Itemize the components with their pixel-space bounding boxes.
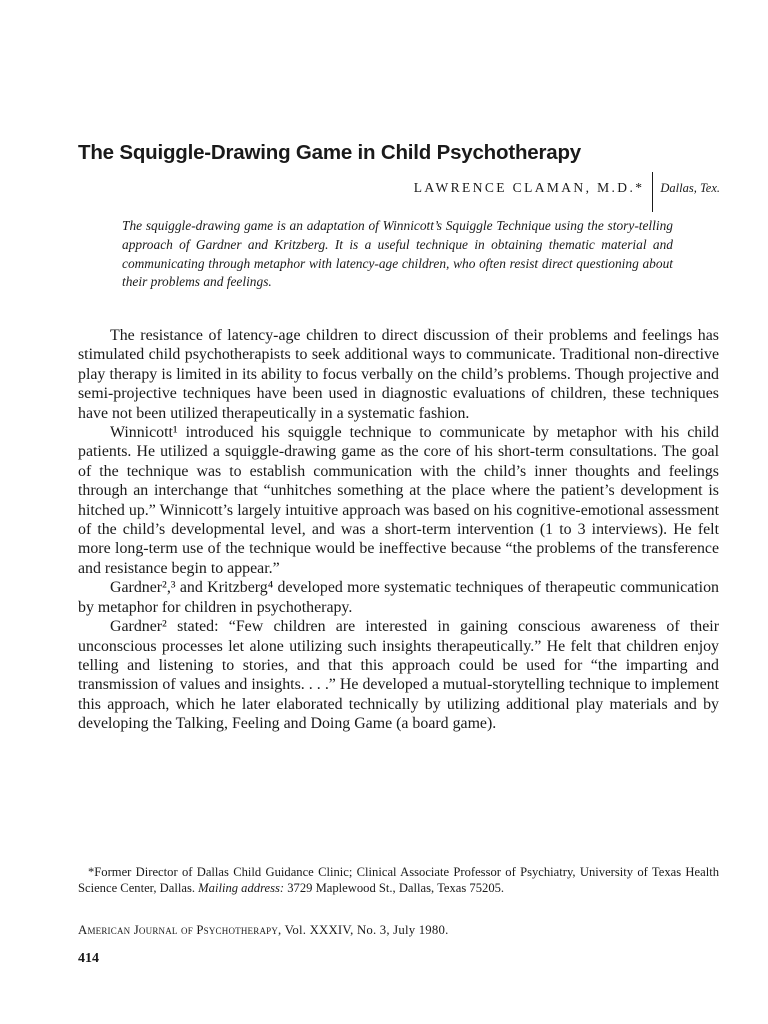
author-name: LAWRENCE CLAMAN, M.D.* xyxy=(413,180,645,195)
body-paragraph: Gardner² stated: “Few children are interested in gaining conscious awareness of their unconscious processes let alone utilizing such insights therapeutically.” He felt that children enjoy telling and listening to stories, and that this approach could be used for “the imparting and transmission of values and insights. . . .” He developed a mutual-storytelling technique to implement this approach, which he later elaborated technically by utilizing additional play materials and by developing the Talking, Feeling and Doing Game (a board game). xyxy=(78,618,719,733)
footnote-address-label: Mailing address: xyxy=(198,881,285,896)
byline xyxy=(300,178,720,212)
author-location: Dallas, Tex. xyxy=(660,181,720,195)
footnote-address: 3729 Maplewood St., Dallas, Texas 75205. xyxy=(287,881,505,896)
body-paragraph: The resistance of latency-age children to direct discussion of their problems and feelings has stimulated child psychotherapists to seek additional ways to communicate. Traditional non-directive play therapy is limited in its ability to focus verbally on the child’s problems. Though projective and semi-projective techniques have been used in diagnostic evaluations of children, these techniques have not been utilized therapeutically in a systematic fashion. xyxy=(78,327,719,422)
abstract: The squiggle-drawing game is an adaptation of Winnicott’s Squiggle Technique using the story-telling approach of Gardner and Kritzberg. It is a useful technique in obtaining thematic material and communicating through metaphor with latency-age children, who often resist direct questioning about their problems and feelings. xyxy=(122,218,673,290)
footnote-text: *Former Director of Dallas Child Guidance Clinic; Clinical Associate Professor of Psychiatry, University of Texas Health Science Center, Dallas. xyxy=(78,865,719,896)
body-paragraph: Winnicott¹ introduced his squiggle technique to communicate by metaphor with his child patients. He utilized a squiggle-drawing game as the core of his short-term consultations. The goal of the technique was to establish communication with the child’s inner thoughts and feelings through an interchange that “unhitches something at the place where the patient’s development is hitched up.” Winnicott’s largely intuitive approach was based on his cognitive-emotional assessment of the child’s developmental level, and was a short-term intervention (1 to 3 interviews). He felt more long-term use of the technique would be ineffective because “the problems of the transference and resistance begin to appear.” xyxy=(78,424,719,577)
author-footnote xyxy=(78,864,719,896)
journal-issue: Vol. XXXIV, No. 3, July 1980. xyxy=(284,923,449,937)
body-text xyxy=(78,326,719,734)
body-paragraph: Gardner²,³ and Kritzberg⁴ developed more systematic techniques of therapeutic communication by metaphor for children in psychotherapy. xyxy=(78,579,719,616)
page-number: 414 xyxy=(78,951,99,966)
article-title: The Squiggle-Drawing Game in Child Psychotherapy xyxy=(78,141,581,164)
journal-citation xyxy=(78,922,719,938)
journal-name: American Journal of Psychotherapy, xyxy=(78,923,282,937)
